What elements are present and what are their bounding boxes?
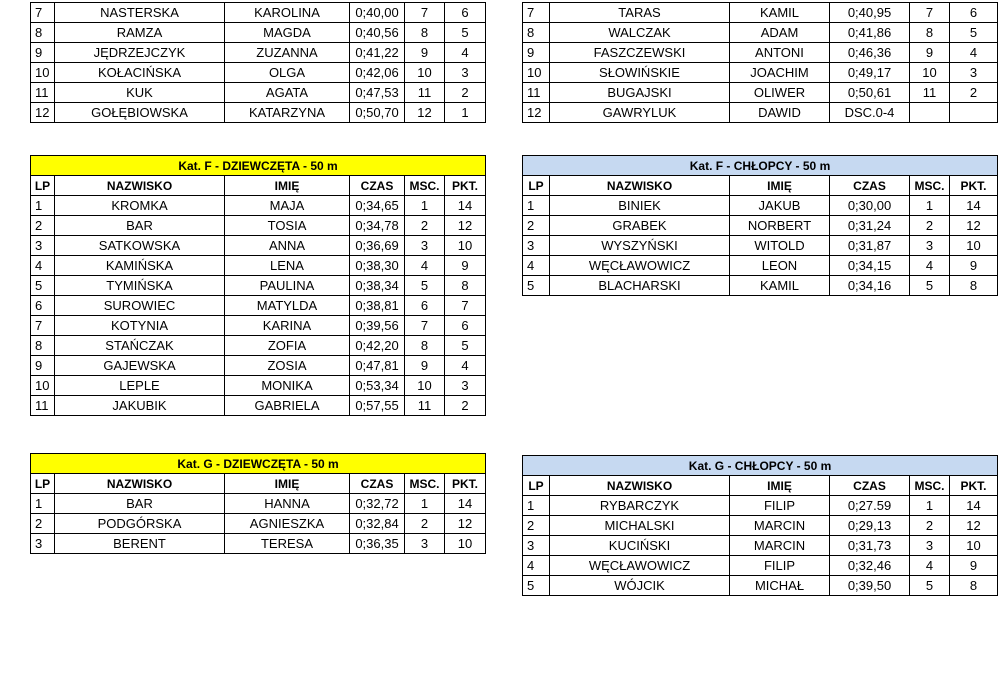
cell-points: 3 [445, 376, 486, 396]
cell-lp: 4 [523, 556, 550, 576]
cell-lp: 10 [31, 63, 55, 83]
cell-place: 1 [405, 494, 445, 514]
cell-lp: 2 [31, 216, 55, 236]
cell-points: 9 [445, 256, 486, 276]
cell-place: 3 [405, 534, 445, 554]
cell-place: 8 [405, 336, 445, 356]
cell-surname: SŁOWIŃSKIE [550, 63, 730, 83]
results-table-f-boys [522, 155, 998, 296]
cell-surname: FASZCZEWSKI [550, 43, 730, 63]
table-row [31, 316, 486, 336]
cell-points: 12 [445, 514, 486, 534]
table-row [523, 23, 998, 43]
table-row [523, 236, 998, 256]
cell-name: LEON [730, 256, 830, 276]
header-points: PKT. [950, 176, 998, 196]
cell-lp: 12 [523, 103, 550, 123]
cell-name: OLGA [225, 63, 350, 83]
cell-name: ADAM [730, 23, 830, 43]
cell-time: 0;27.59 [830, 496, 910, 516]
cell-surname: GAWRYLUK [550, 103, 730, 123]
cell-time: 0;32,72 [350, 494, 405, 514]
cell-surname: RYBARCZYK [550, 496, 730, 516]
table-row [31, 196, 486, 216]
cell-place: 12 [405, 103, 445, 123]
header-surname: NAZWISKO [550, 476, 730, 496]
table-row [31, 83, 486, 103]
table-title: Kat. G - CHŁOPCY - 50 m [523, 456, 998, 476]
cell-points: 14 [950, 196, 998, 216]
cell-name: GABRIELA [225, 396, 350, 416]
table-row [31, 63, 486, 83]
cell-place: 4 [405, 256, 445, 276]
cell-time: 0;38,30 [350, 256, 405, 276]
cell-points [950, 103, 998, 123]
cell-name: LENA [225, 256, 350, 276]
cell-surname: JAKUBIK [55, 396, 225, 416]
cell-time: 0;34,15 [830, 256, 910, 276]
cell-name: HANNA [225, 494, 350, 514]
cell-lp: 1 [31, 494, 55, 514]
cell-lp: 7 [31, 3, 55, 23]
cell-place: 10 [405, 63, 445, 83]
cell-surname: BAR [55, 494, 225, 514]
results-table-g-boys [522, 455, 998, 596]
table-body [31, 196, 486, 416]
cell-lp: 2 [523, 216, 550, 236]
table-row [523, 63, 998, 83]
cell-surname: KROMKA [55, 196, 225, 216]
cell-lp: 3 [523, 536, 550, 556]
cell-name: ZOFIA [225, 336, 350, 356]
header-surname: NAZWISKO [550, 176, 730, 196]
cell-lp: 5 [31, 276, 55, 296]
header-time: CZAS [830, 476, 910, 496]
cell-surname: SATKOWSKA [55, 236, 225, 256]
cell-place: 1 [405, 196, 445, 216]
cell-name: AGNIESZKA [225, 514, 350, 534]
header-points: PKT. [445, 176, 486, 196]
cell-time: 0;47,81 [350, 356, 405, 376]
cell-points: 2 [445, 396, 486, 416]
cell-name: MARCIN [730, 516, 830, 536]
cell-lp: 11 [523, 83, 550, 103]
cell-points: 4 [445, 356, 486, 376]
cell-time: 0;41,22 [350, 43, 405, 63]
cell-surname: GOŁĘBIOWSKA [55, 103, 225, 123]
table-body [31, 3, 486, 123]
cell-name: ZOSIA [225, 356, 350, 376]
cell-lp: 11 [31, 396, 55, 416]
cell-surname: MICHALSKI [550, 516, 730, 536]
table-row [31, 534, 486, 554]
table-row [523, 216, 998, 236]
cell-lp: 8 [31, 23, 55, 43]
cell-points: 10 [950, 536, 998, 556]
results-table-f-girls [30, 155, 486, 416]
cell-points: 14 [445, 196, 486, 216]
cell-place: 3 [910, 236, 950, 256]
header-place: MSC. [405, 176, 445, 196]
header-name: IMIĘ [225, 176, 350, 196]
header-points: PKT. [950, 476, 998, 496]
table-row [31, 276, 486, 296]
results-table-top-left [30, 2, 486, 123]
cell-place: 10 [405, 376, 445, 396]
header-place: MSC. [405, 474, 445, 494]
cell-time: 0;30,00 [830, 196, 910, 216]
header-time: CZAS [350, 176, 405, 196]
cell-place: 9 [910, 43, 950, 63]
cell-points: 10 [445, 534, 486, 554]
cell-points: 12 [950, 516, 998, 536]
cell-name: DAWID [730, 103, 830, 123]
cell-points: 6 [950, 3, 998, 23]
cell-time: 0;36,69 [350, 236, 405, 256]
cell-time: DSC.0-4 [830, 103, 910, 123]
cell-points: 8 [950, 576, 998, 596]
cell-time: 0;57,55 [350, 396, 405, 416]
header-row [31, 474, 486, 494]
cell-place: 1 [910, 496, 950, 516]
cell-surname: BAR [55, 216, 225, 236]
cell-name: ANNA [225, 236, 350, 256]
header-points: PKT. [445, 474, 486, 494]
cell-place: 5 [910, 276, 950, 296]
cell-lp: 5 [523, 576, 550, 596]
table-row [523, 83, 998, 103]
cell-name: MATYLDA [225, 296, 350, 316]
cell-points: 10 [950, 236, 998, 256]
cell-surname: SUROWIEC [55, 296, 225, 316]
cell-place: 11 [910, 83, 950, 103]
header-time: CZAS [350, 474, 405, 494]
cell-name: NORBERT [730, 216, 830, 236]
table-row [523, 3, 998, 23]
cell-points: 2 [445, 83, 486, 103]
cell-surname: TYMIŃSKA [55, 276, 225, 296]
cell-name: WITOLD [730, 236, 830, 256]
cell-place: 9 [405, 356, 445, 376]
cell-points: 6 [445, 3, 486, 23]
cell-place [910, 103, 950, 123]
cell-time: 0;50,70 [350, 103, 405, 123]
cell-surname: GAJEWSKA [55, 356, 225, 376]
cell-lp: 9 [31, 43, 55, 63]
header-row [523, 476, 998, 496]
cell-time: 0;34,65 [350, 196, 405, 216]
cell-time: 0;34,78 [350, 216, 405, 236]
cell-surname: JĘDRZEJCZYK [55, 43, 225, 63]
cell-place: 10 [910, 63, 950, 83]
header-name: IMIĘ [730, 476, 830, 496]
cell-surname: BINIEK [550, 196, 730, 216]
cell-surname: GRABEK [550, 216, 730, 236]
cell-lp: 9 [523, 43, 550, 63]
cell-name: MICHAŁ [730, 576, 830, 596]
table-title: Kat. F - CHŁOPCY - 50 m [523, 156, 998, 176]
table-body [523, 3, 998, 123]
header-lp: LP [523, 476, 550, 496]
cell-name: JAKUB [730, 196, 830, 216]
table-row [31, 494, 486, 514]
cell-points: 8 [950, 276, 998, 296]
cell-place: 9 [405, 43, 445, 63]
table-row [523, 276, 998, 296]
cell-points: 14 [950, 496, 998, 516]
cell-lp: 6 [31, 296, 55, 316]
header-lp: LP [31, 176, 55, 196]
table-body [523, 196, 998, 296]
cell-place: 2 [910, 216, 950, 236]
cell-points: 14 [445, 494, 486, 514]
cell-points: 4 [950, 43, 998, 63]
cell-place: 8 [405, 23, 445, 43]
table-row [31, 376, 486, 396]
cell-time: 0;50,61 [830, 83, 910, 103]
cell-time: 0;31,73 [830, 536, 910, 556]
table-row [523, 576, 998, 596]
cell-name: MAGDA [225, 23, 350, 43]
cell-lp: 9 [31, 356, 55, 376]
header-lp: LP [31, 474, 55, 494]
table-row [523, 496, 998, 516]
results-table-g-girls [30, 453, 486, 554]
header-name: IMIĘ [225, 474, 350, 494]
cell-name: ANTONI [730, 43, 830, 63]
cell-points: 9 [950, 256, 998, 276]
cell-surname: BUGAJSKI [550, 83, 730, 103]
cell-time: 0;42,20 [350, 336, 405, 356]
table-title: Kat. F - DZIEWCZĘTA - 50 m [31, 156, 486, 176]
cell-place: 4 [910, 256, 950, 276]
cell-name: AGATA [225, 83, 350, 103]
table-row [31, 356, 486, 376]
header-name: IMIĘ [730, 176, 830, 196]
cell-lp: 7 [31, 316, 55, 336]
cell-place: 8 [910, 23, 950, 43]
cell-time: 0;38,34 [350, 276, 405, 296]
cell-name: MONIKA [225, 376, 350, 396]
cell-name: KARINA [225, 316, 350, 336]
cell-place: 3 [910, 536, 950, 556]
cell-place: 11 [405, 83, 445, 103]
cell-lp: 3 [31, 534, 55, 554]
cell-surname: STAŃCZAK [55, 336, 225, 356]
cell-time: 0;42,06 [350, 63, 405, 83]
cell-points: 3 [445, 63, 486, 83]
header-lp: LP [523, 176, 550, 196]
cell-place: 1 [910, 196, 950, 216]
table-row [31, 23, 486, 43]
results-table-top-right [522, 2, 998, 123]
cell-points: 4 [445, 43, 486, 63]
cell-time: 0;46,36 [830, 43, 910, 63]
cell-place: 6 [405, 296, 445, 316]
cell-time: 0;40,95 [830, 3, 910, 23]
cell-time: 0;38,81 [350, 296, 405, 316]
cell-name: ZUZANNA [225, 43, 350, 63]
table-row [31, 296, 486, 316]
cell-lp: 10 [523, 63, 550, 83]
table-row [31, 396, 486, 416]
cell-name: KAMIL [730, 276, 830, 296]
cell-time: 0;40,56 [350, 23, 405, 43]
cell-name: TERESA [225, 534, 350, 554]
cell-name: TOSIA [225, 216, 350, 236]
cell-lp: 2 [31, 514, 55, 534]
cell-time: 0;32,46 [830, 556, 910, 576]
table-row [31, 43, 486, 63]
cell-place: 2 [405, 514, 445, 534]
cell-time: 0;49,17 [830, 63, 910, 83]
cell-surname: WALCZAK [550, 23, 730, 43]
cell-lp: 3 [523, 236, 550, 256]
cell-name: OLIWER [730, 83, 830, 103]
cell-place: 4 [910, 556, 950, 576]
table-body [31, 494, 486, 554]
table-row [31, 103, 486, 123]
header-surname: NAZWISKO [55, 474, 225, 494]
table-row [31, 216, 486, 236]
cell-lp: 4 [31, 256, 55, 276]
table-row [523, 43, 998, 63]
header-row [523, 176, 998, 196]
cell-points: 12 [950, 216, 998, 236]
table-row [31, 514, 486, 534]
cell-points: 2 [950, 83, 998, 103]
cell-time: 0;34,16 [830, 276, 910, 296]
cell-place: 2 [405, 216, 445, 236]
cell-time: 0;41,86 [830, 23, 910, 43]
cell-surname: RAMZA [55, 23, 225, 43]
cell-name: MARCIN [730, 536, 830, 556]
table-row [523, 536, 998, 556]
cell-points: 9 [950, 556, 998, 576]
cell-lp: 1 [523, 196, 550, 216]
header-time: CZAS [830, 176, 910, 196]
table-row [523, 556, 998, 576]
cell-time: 0;53,34 [350, 376, 405, 396]
cell-lp: 3 [31, 236, 55, 256]
cell-lp: 11 [31, 83, 55, 103]
cell-name: KAROLINA [225, 3, 350, 23]
table-title: Kat. G - DZIEWCZĘTA - 50 m [31, 454, 486, 474]
table-row [31, 336, 486, 356]
cell-lp: 8 [523, 23, 550, 43]
cell-name: FILIP [730, 496, 830, 516]
cell-time: 0;36,35 [350, 534, 405, 554]
cell-place: 11 [405, 396, 445, 416]
cell-name: MAJA [225, 196, 350, 216]
cell-lp: 8 [31, 336, 55, 356]
cell-lp: 1 [31, 196, 55, 216]
cell-points: 7 [445, 296, 486, 316]
cell-place: 3 [405, 236, 445, 256]
cell-surname: KAMIŃSKA [55, 256, 225, 276]
cell-place: 7 [910, 3, 950, 23]
cell-place: 7 [405, 316, 445, 336]
cell-surname: WĘCŁAWOWICZ [550, 556, 730, 576]
cell-time: 0;47,53 [350, 83, 405, 103]
cell-surname: WYSZYŃSKI [550, 236, 730, 256]
header-surname: NAZWISKO [55, 176, 225, 196]
cell-name: KAMIL [730, 3, 830, 23]
cell-surname: TARAS [550, 3, 730, 23]
table-row [31, 256, 486, 276]
table-row [523, 516, 998, 536]
table-row [523, 256, 998, 276]
cell-lp: 4 [523, 256, 550, 276]
cell-points: 5 [950, 23, 998, 43]
cell-surname: LEPLE [55, 376, 225, 396]
cell-surname: KOŁACIŃSKA [55, 63, 225, 83]
cell-name: KATARZYNA [225, 103, 350, 123]
cell-lp: 10 [31, 376, 55, 396]
cell-points: 5 [445, 336, 486, 356]
cell-surname: BERENT [55, 534, 225, 554]
cell-surname: WÓJCIK [550, 576, 730, 596]
cell-place: 2 [910, 516, 950, 536]
cell-lp: 5 [523, 276, 550, 296]
cell-place: 5 [910, 576, 950, 596]
cell-points: 5 [445, 23, 486, 43]
cell-surname: WĘCŁAWOWICZ [550, 256, 730, 276]
cell-surname: KUCIŃSKI [550, 536, 730, 556]
cell-place: 5 [405, 276, 445, 296]
cell-points: 10 [445, 236, 486, 256]
header-place: MSC. [910, 176, 950, 196]
cell-time: 0;40,00 [350, 3, 405, 23]
cell-time: 0;31,24 [830, 216, 910, 236]
cell-name: JOACHIM [730, 63, 830, 83]
table-row [523, 103, 998, 123]
table-row [31, 236, 486, 256]
table-row [523, 196, 998, 216]
cell-points: 12 [445, 216, 486, 236]
header-place: MSC. [910, 476, 950, 496]
table-body [523, 496, 998, 596]
cell-surname: PODGÓRSKA [55, 514, 225, 534]
cell-surname: BLACHARSKI [550, 276, 730, 296]
cell-name: FILIP [730, 556, 830, 576]
cell-surname: KUK [55, 83, 225, 103]
cell-place: 7 [405, 3, 445, 23]
cell-lp: 2 [523, 516, 550, 536]
cell-time: 0;39,50 [830, 576, 910, 596]
cell-points: 1 [445, 103, 486, 123]
cell-points: 6 [445, 316, 486, 336]
cell-time: 0;32,84 [350, 514, 405, 534]
cell-name: PAULINA [225, 276, 350, 296]
cell-points: 3 [950, 63, 998, 83]
cell-time: 0;31,87 [830, 236, 910, 256]
header-row [31, 176, 486, 196]
cell-surname: NASTERSKA [55, 3, 225, 23]
cell-surname: KOTYNIA [55, 316, 225, 336]
cell-lp: 1 [523, 496, 550, 516]
cell-lp: 7 [523, 3, 550, 23]
cell-time: 0;39,56 [350, 316, 405, 336]
cell-points: 8 [445, 276, 486, 296]
cell-lp: 12 [31, 103, 55, 123]
cell-time: 0;29,13 [830, 516, 910, 536]
table-row [31, 3, 486, 23]
